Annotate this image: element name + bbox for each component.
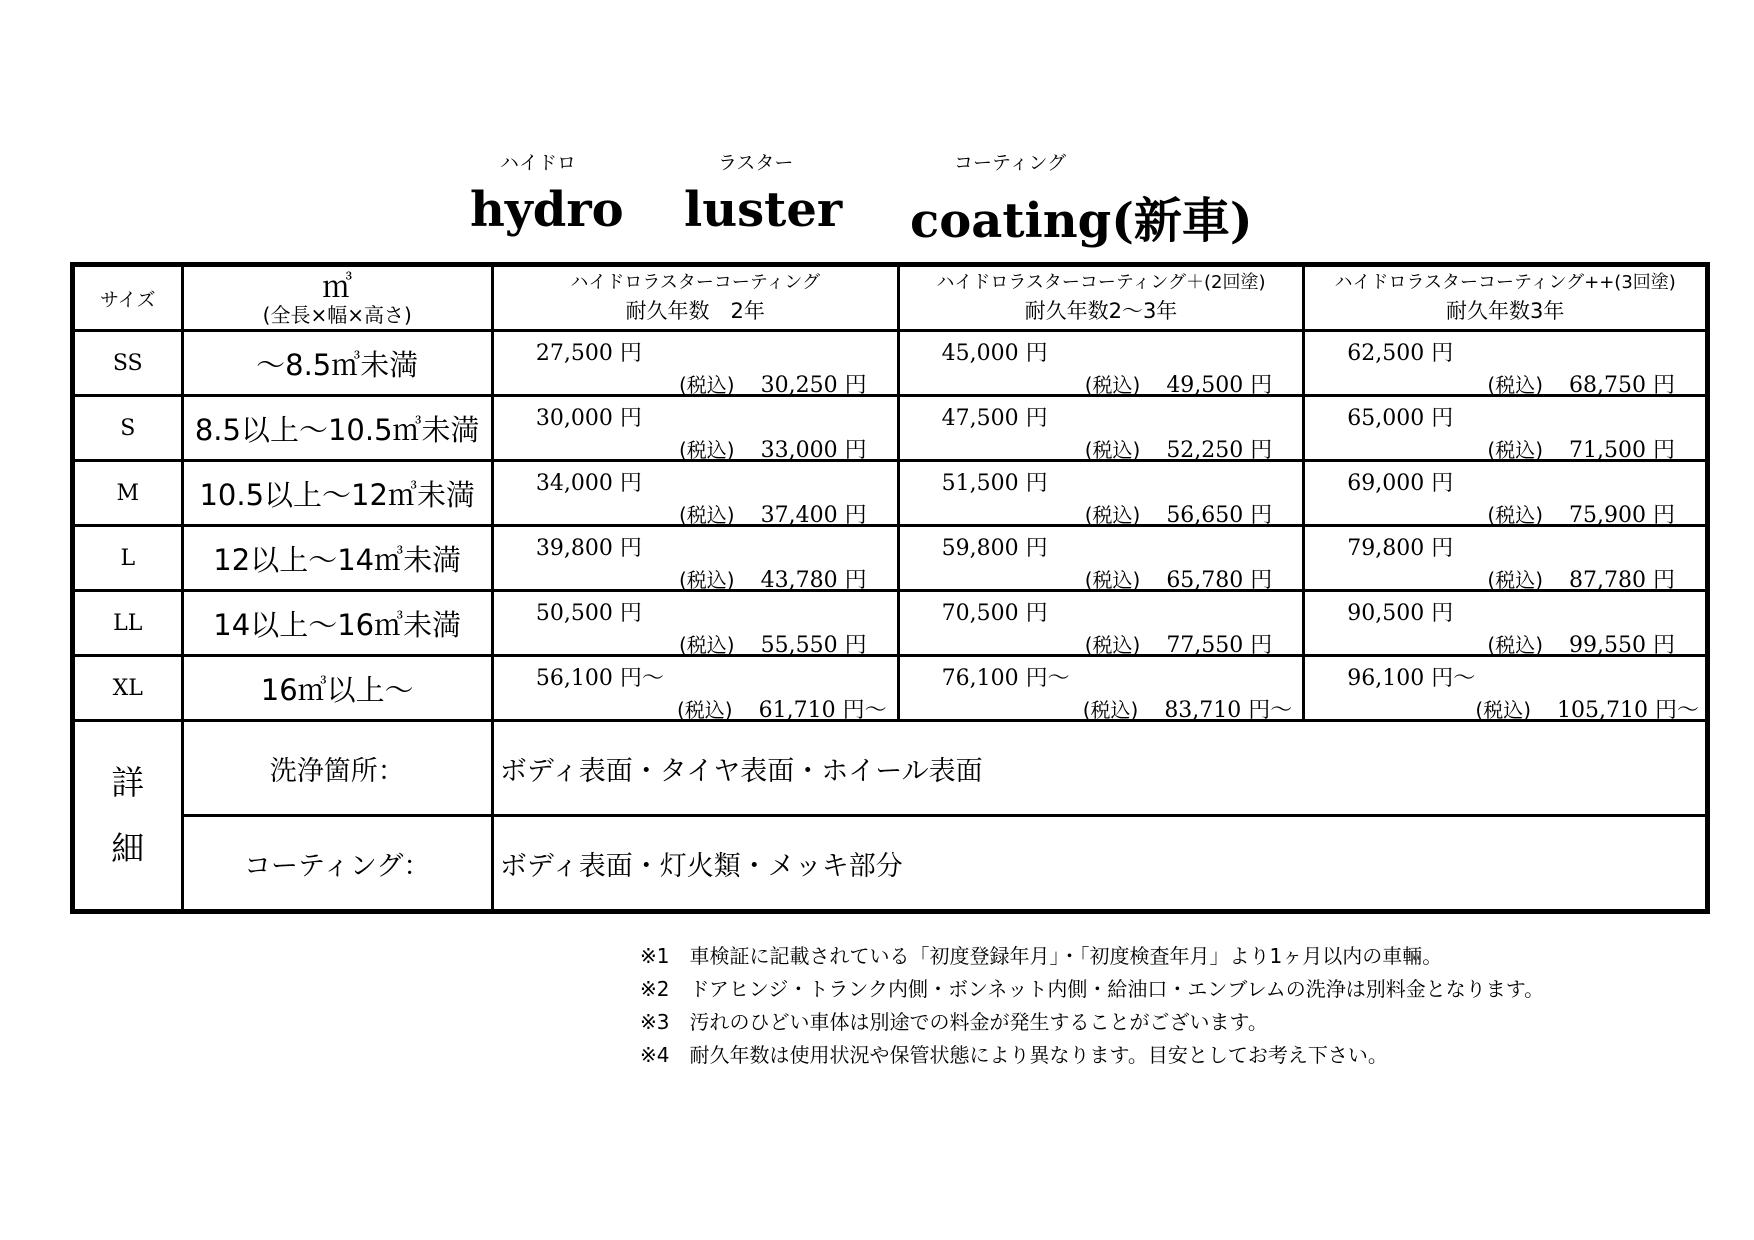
tax-label: (税込) (1487, 373, 1544, 397)
plan-durability: 耐久年数 2年 (625, 298, 765, 323)
base-price: 30,000 円 (535, 406, 642, 431)
price-cell (492, 461, 898, 526)
base-price: 79,800 円 (1347, 536, 1454, 561)
price-cell (1304, 461, 1708, 526)
base-price: 59,800 円 (941, 536, 1048, 561)
tax-price: 65,780 円 (1166, 568, 1273, 593)
title-ruby-coating: コーティング (954, 152, 1067, 174)
title-word-luster: luster (684, 182, 843, 238)
table-header-row (73, 265, 1708, 331)
title-word-coating: coating(新車) (910, 193, 1253, 249)
tax-label: (税込) (1084, 568, 1141, 592)
tax-price: 68,750 円 (1569, 373, 1675, 398)
table-row (73, 331, 1708, 396)
title-word-hydro: hydro (470, 182, 624, 238)
price-table (70, 262, 1710, 914)
row-size: S (73, 396, 183, 461)
tax-label: (税込) (1084, 633, 1141, 657)
detail-key: コーティング： (182, 816, 492, 912)
tax-label: (税込) (1082, 698, 1139, 722)
base-price: 27,500 円 (535, 341, 642, 366)
tax-label: (税込) (1475, 698, 1532, 722)
detail-value: ボディ表面・タイヤ表面・ホイール表面 (492, 721, 1707, 816)
tax-price: 52,250 円 (1166, 438, 1273, 463)
tax-price: 83,710 円～ (1164, 698, 1293, 723)
table-row (73, 461, 1708, 526)
tax-label: (税込) (1487, 503, 1544, 527)
tax-price: 77,550 円 (1166, 633, 1273, 658)
base-price: 50,500 円 (535, 601, 642, 626)
header-size: サイズ (73, 265, 183, 331)
base-price: 45,000 円 (941, 341, 1048, 366)
plan-durability: 耐久年数2～3年 (1024, 298, 1178, 323)
price-cell (898, 526, 1304, 591)
base-price: 65,000 円 (1347, 406, 1454, 431)
tax-label: (税込) (679, 438, 735, 462)
tax-label: (税込) (1487, 633, 1544, 657)
tax-price: 105,710 円～ (1557, 698, 1699, 723)
header-volume-sub: (全長×幅×高さ) (262, 302, 412, 327)
plan-durability: 耐久年数3年 (1445, 298, 1565, 323)
row-volume: ～8.5㎥未満 (182, 331, 492, 396)
row-volume: 12以上～14㎥未満 (182, 526, 492, 591)
header-plan-2 (898, 265, 1304, 331)
tax-price: 43,780 円 (760, 568, 867, 593)
tax-price: 30,250 円 (760, 373, 867, 398)
tax-label: (税込) (679, 373, 735, 397)
header-volume-unit: ㎥ (322, 269, 353, 305)
tax-label: (税込) (1487, 438, 1544, 462)
row-volume: 14以上～16㎥未満 (182, 591, 492, 656)
tax-label: (税込) (1084, 503, 1141, 527)
tax-price: 61,710 円～ (758, 698, 887, 723)
price-cell (898, 656, 1304, 721)
price-cell (898, 591, 1304, 656)
row-size: M (73, 461, 183, 526)
tax-label: (税込) (1084, 373, 1141, 397)
price-cell (492, 396, 898, 461)
table-row (73, 591, 1708, 656)
row-volume: 16㎥以上～ (182, 656, 492, 721)
base-price: 51,500 円 (941, 471, 1048, 496)
price-cell (492, 331, 898, 396)
tax-label: (税込) (679, 503, 735, 527)
base-price: 34,000 円 (535, 471, 642, 496)
tax-label: (税込) (679, 633, 735, 657)
tax-label: (税込) (679, 568, 735, 592)
tax-label: (税込) (1487, 568, 1544, 592)
plan-name: ハイドロラスターコーティング＋(2回塗) (936, 271, 1266, 293)
row-volume: 8.5以上～10.5㎥未満 (182, 396, 492, 461)
price-cell (898, 461, 1304, 526)
base-price: 69,000 円 (1347, 471, 1454, 496)
tax-price: 99,550 円 (1569, 633, 1675, 658)
detail-label: 詳 細 (73, 721, 183, 912)
title-ruby-hydro: ハイドロ (500, 152, 577, 174)
price-cell (1304, 396, 1708, 461)
base-price: 70,500 円 (941, 601, 1048, 626)
row-size: LL (73, 591, 183, 656)
note-item: ※2 ドアヒンジ・トランク内側・ボンネット内側・給油口・エンブレムの洗浄は別料金となります。 (640, 977, 1545, 1001)
base-price: 39,800 円 (535, 536, 642, 561)
tax-price: 71,500 円 (1569, 438, 1675, 463)
header-volume (182, 265, 492, 331)
table-row (73, 656, 1708, 721)
tax-price: 37,400 円 (760, 503, 867, 528)
notes (640, 940, 1544, 1072)
detail-key: 洗浄箇所： (182, 721, 492, 816)
tax-price: 87,780 円 (1569, 568, 1675, 593)
price-cell (492, 591, 898, 656)
tax-price: 49,500 円 (1166, 373, 1273, 398)
base-price: 90,500 円 (1347, 601, 1454, 626)
tax-price: 56,650 円 (1166, 503, 1273, 528)
row-size: SS (73, 331, 183, 396)
row-size: XL (73, 656, 183, 721)
plan-name: ハイドロラスターコーティング (570, 271, 821, 293)
price-cell (1304, 526, 1708, 591)
table-row (73, 396, 1708, 461)
base-price: 56,100 円～ (535, 666, 664, 691)
note-item: ※1 車検証に記載されている「初度登録年月」・「初度検査年月」より1ヶ月以内の車輛。 (640, 944, 1443, 968)
header-plan-3 (1304, 265, 1708, 331)
tax-price: 55,550 円 (760, 633, 867, 658)
base-price: 47,500 円 (941, 406, 1048, 431)
note-item: ※3 汚れのひどい車体は別途での料金が発生することがございます。 (640, 1010, 1268, 1034)
tax-price: 33,000 円 (760, 438, 867, 463)
price-cell (1304, 591, 1708, 656)
tax-label: (税込) (677, 698, 733, 722)
header-plan-1 (492, 265, 898, 331)
price-cell (898, 396, 1304, 461)
price-cell (898, 331, 1304, 396)
detail-value: ボディ表面・灯火類・メッキ部分 (492, 816, 1707, 912)
detail-row (73, 816, 1708, 912)
price-cell (492, 526, 898, 591)
row-size: L (73, 526, 183, 591)
title-ruby-luster: ラスター (718, 152, 794, 174)
row-volume: 10.5以上～12㎥未満 (182, 461, 492, 526)
note-item: ※4 耐久年数は使用状況や保管状態により異なります。目安としてお考え下さい。 (640, 1043, 1388, 1067)
tax-price: 75,900 円 (1569, 503, 1675, 528)
plan-name: ハイドロラスターコーティング++(3回塗) (1334, 271, 1676, 293)
table-row (73, 526, 1708, 591)
detail-row (73, 721, 1708, 816)
price-cell (1304, 331, 1708, 396)
tax-label: (税込) (1084, 438, 1141, 462)
base-price: 76,100 円～ (941, 666, 1070, 691)
base-price: 62,500 円 (1347, 341, 1454, 366)
price-cell (1304, 656, 1708, 721)
base-price: 96,100 円～ (1347, 666, 1476, 691)
price-cell (492, 656, 898, 721)
